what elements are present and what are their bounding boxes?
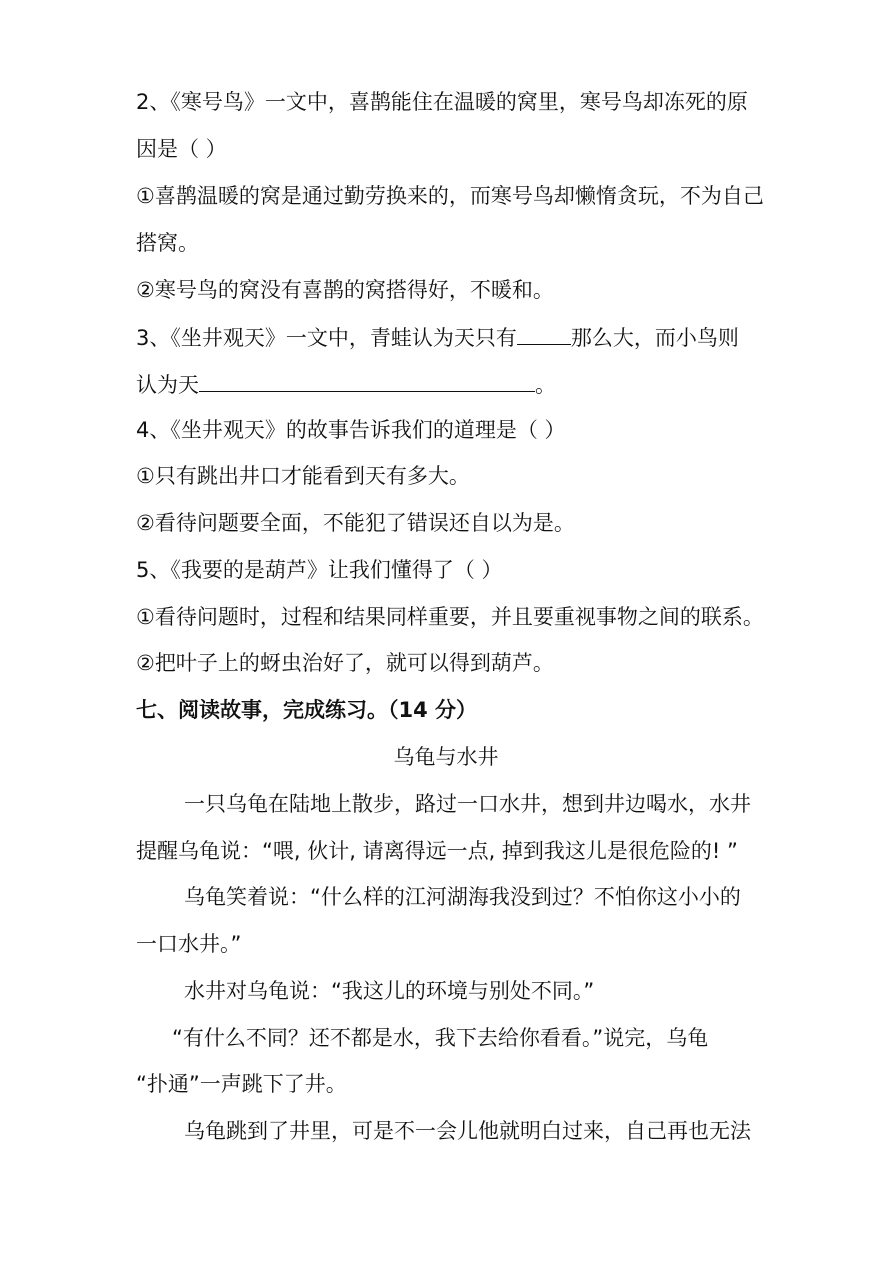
q4-stem: 4、《坐井观天》的故事告诉我们的道理是（ ）	[136, 418, 566, 442]
q3-answer-blank-1[interactable]	[517, 322, 571, 345]
section-7-heading: 七、阅读故事，完成练习。（14 分）	[136, 698, 478, 722]
story-paragraph-4-line-1: “有什么不同？还不都是水，我下去给你看看。”说完，乌龟	[172, 1026, 709, 1050]
q2-stem-line-1: 2、《寒号鸟》一文中，喜鹊能住在温暖的窝里，寒号鸟却冻死的原	[136, 90, 748, 114]
q3-stem-line-2	[136, 369, 766, 399]
q4-option-1: ①只有跳出井口才能看到天有多大。	[136, 464, 470, 488]
q3-answer-blank-2[interactable]	[199, 369, 535, 392]
q5-option-2: ②把叶子上的蚜虫治好了，就可以得到葫芦。	[136, 651, 554, 675]
q3-line-2-end: 。	[535, 373, 556, 397]
q5-option-1: ①看待问题时，过程和结果同样重要，并且要重视事物之间的联系。	[136, 605, 764, 629]
story-paragraph-2-line-1: 乌龟笑着说：“什么样的江河湖海我没到过？不怕你这小小的	[184, 885, 741, 909]
q2-stem-line-2: 因是（ ）	[136, 137, 227, 161]
story-paragraph-1-line-1: 一只乌龟在陆地上散步，路过一口水井，想到井边喝水，水井	[184, 792, 751, 816]
q3-stem-line-1	[136, 322, 766, 352]
q3-line-2-text: 认为天	[136, 373, 199, 397]
story-paragraph-3: 水井对乌龟说：“我这儿的环境与别处不同。”	[184, 979, 595, 1003]
q3-text-before-blank: 3、《坐井观天》一文中，青蛙认为天只有	[136, 326, 517, 350]
q3-text-after-blank: 那么大，而小鸟则	[570, 326, 739, 350]
story-paragraph-5-line-1: 乌龟跳到了井里，可是不一会儿他就明白过来，自己再也无法	[184, 1119, 751, 1143]
story-paragraph-1-line-2: 提醒乌龟说：“喂, 伙计, 请离得远一点, 掉到我这儿是很危险的! ”	[136, 839, 738, 863]
story-paragraph-4-line-2: “扑通”一声跳下了井。	[136, 1072, 347, 1096]
story-title: 乌龟与水井	[393, 745, 499, 769]
story-paragraph-2-line-2: 一口水井。”	[136, 932, 242, 956]
q5-stem: 5、《我要的是葫芦》让我们懂得了（ ）	[136, 558, 503, 582]
q2-option-2: ②寒号鸟的窝没有喜鹊的窝搭得好，不暖和。	[136, 278, 554, 302]
q4-option-2: ②看待问题要全面，不能犯了错误还自以为是。	[136, 511, 575, 535]
q2-option-1-line-2: 搭窝。	[136, 231, 199, 255]
q2-option-1-line-1: ①喜鹊温暖的窝是通过勤劳换来的，而寒号鸟却懒惰贪玩，不为自己	[136, 184, 764, 208]
